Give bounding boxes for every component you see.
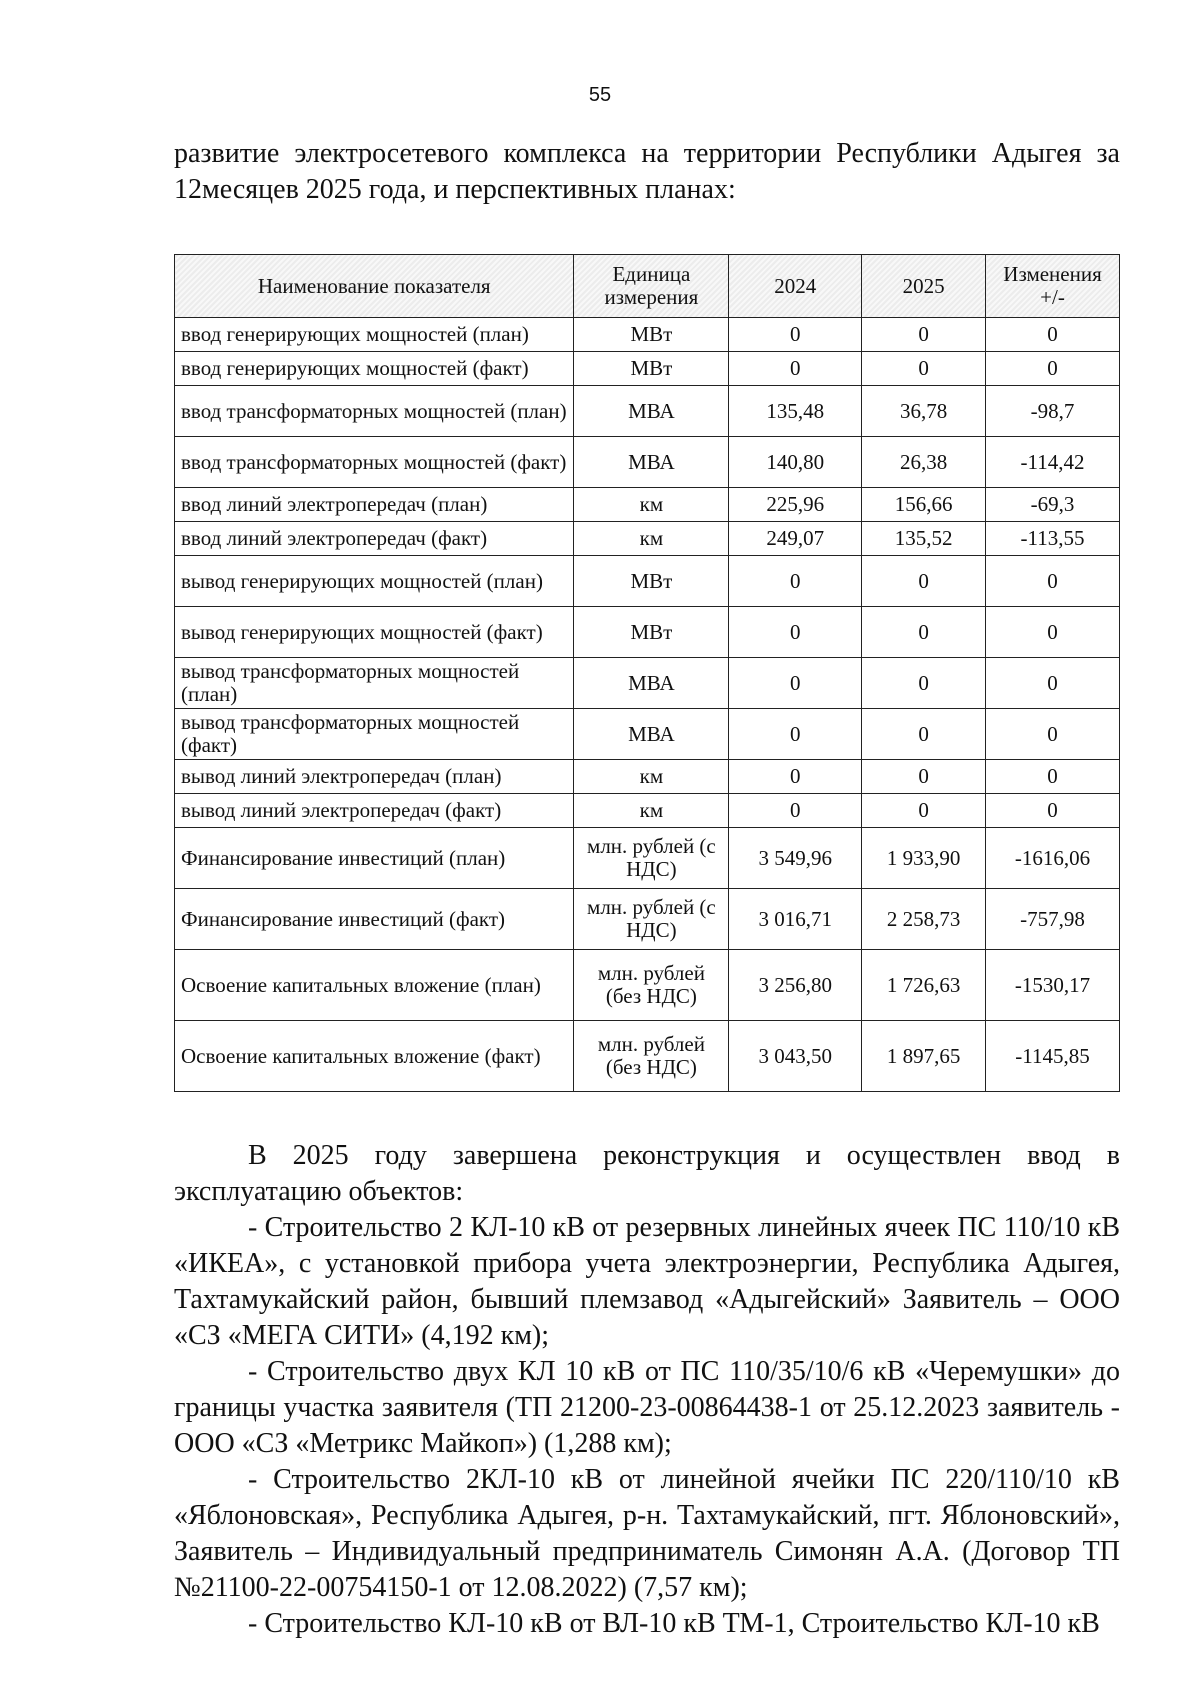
- list-item: - Строительство КЛ-10 кВ от ВЛ-10 кВ ТМ-1, Строительство КЛ-10 кВ: [248, 1608, 1100, 1639]
- cell-unit: млн. рублей (без НДС): [574, 1021, 729, 1092]
- list-item: - Строительство двух КЛ 10 кВ от ПС 110/35/10/6 кВ «Черемушки» до границы участка заявителя (ТП 21200-23-00864438-1 от 25.12.2023 заявитель - ООО «СЗ «Метрикс Майкоп») (1,288 км);: [174, 1356, 1120, 1459]
- cell-2024: 0: [729, 794, 862, 828]
- cell-2025: 135,52: [862, 522, 986, 556]
- cell-2025: 0: [862, 794, 986, 828]
- cell-change: -757,98: [986, 889, 1120, 950]
- table-row: [175, 658, 1120, 709]
- cell-2024: 135,48: [729, 386, 862, 437]
- cell-indicator: ввод линий электропередач (факт): [175, 522, 574, 556]
- cell-change: -1616,06: [986, 828, 1120, 889]
- cell-unit: МВА: [574, 709, 729, 760]
- cell-2024: 225,96: [729, 488, 862, 522]
- table-row: [175, 556, 1120, 607]
- header-year-2024: 2024: [729, 255, 862, 318]
- cell-2024: 3 549,96: [729, 828, 862, 889]
- cell-2025: 0: [862, 607, 986, 658]
- cell-change: -69,3: [986, 488, 1120, 522]
- cell-indicator: вывод трансформаторных мощностей (план): [175, 658, 574, 709]
- cell-unit: МВА: [574, 658, 729, 709]
- cell-2024: 249,07: [729, 522, 862, 556]
- cell-2024: 0: [729, 556, 862, 607]
- cell-2025: 0: [862, 709, 986, 760]
- cell-change: 0: [986, 760, 1120, 794]
- table-row: [175, 950, 1120, 1021]
- cell-indicator: вывод трансформаторных мощностей (факт): [175, 709, 574, 760]
- cell-indicator: ввод генерирующих мощностей (факт): [175, 352, 574, 386]
- indicators-table: [174, 254, 1120, 1092]
- cell-unit: МВт: [574, 556, 729, 607]
- cell-unit: км: [574, 794, 729, 828]
- cell-indicator: Финансирование инвестиций (факт): [175, 889, 574, 950]
- cell-2025: 36,78: [862, 386, 986, 437]
- table-row: [175, 386, 1120, 437]
- cell-2025: 0: [862, 318, 986, 352]
- cell-unit: МВт: [574, 318, 729, 352]
- intro-paragraph: развитие электросетевого комплекса на территории Республики Адыгея за 12месяцев 2025 года, и перспективных планах:: [174, 138, 1120, 205]
- cell-indicator: Освоение капитальных вложение (факт): [175, 1021, 574, 1092]
- cell-2025: 0: [862, 760, 986, 794]
- cell-change: 0: [986, 607, 1120, 658]
- cell-unit: км: [574, 522, 729, 556]
- cell-2024: 3 016,71: [729, 889, 862, 950]
- cell-2025: 0: [862, 352, 986, 386]
- header-unit: Единица измерения: [574, 255, 729, 318]
- cell-2024: 0: [729, 709, 862, 760]
- cell-2024: 0: [729, 760, 862, 794]
- cell-unit: МВт: [574, 607, 729, 658]
- table-row: [175, 607, 1120, 658]
- cell-2025: 1 933,90: [862, 828, 986, 889]
- header-indicator-name: Наименование показателя: [175, 255, 574, 318]
- cell-2025: 156,66: [862, 488, 986, 522]
- cell-indicator: Освоение капитальных вложение (план): [175, 950, 574, 1021]
- cell-change: 0: [986, 352, 1120, 386]
- table-row: [175, 1021, 1120, 1092]
- body-text: [174, 1138, 1120, 1642]
- cell-2025: 1 897,65: [862, 1021, 986, 1092]
- table-row: [175, 352, 1120, 386]
- cell-2025: 2 258,73: [862, 889, 986, 950]
- cell-2024: 0: [729, 352, 862, 386]
- cell-2025: 26,38: [862, 437, 986, 488]
- cell-indicator: вывод генерирующих мощностей (факт): [175, 607, 574, 658]
- cell-change: 0: [986, 794, 1120, 828]
- cell-change: 0: [986, 709, 1120, 760]
- list-item: - Строительство 2 КЛ-10 кВ от резервных линейных ячеек ПС 110/10 кВ «ИКЕА», с установкой прибора учета электроэнергии, Республика Адыгея, Тахтамукайский район, бывший племзавод «Адыгейский» Заявитель – ООО «СЗ «МЕГА СИТИ» (4,192 км);: [174, 1212, 1120, 1351]
- table-row: [175, 522, 1120, 556]
- cell-2024: 0: [729, 318, 862, 352]
- table-row: [175, 318, 1120, 352]
- list-item: - Строительство 2КЛ-10 кВ от линейной ячейки ПС 220/110/10 кВ «Яблоновская», Республика Адыгея, р-н. Тахтамукайский, пгт. Яблоновский», Заявитель – Индивидуальный предприниматель Симонян А.А. (Договор ТП №21100-22-00754150-1 от 12.08.2022) (7,57 км);: [174, 1464, 1120, 1603]
- cell-unit: МВт: [574, 352, 729, 386]
- cell-2025: 0: [862, 658, 986, 709]
- table-row: [175, 889, 1120, 950]
- cell-indicator: ввод генерирующих мощностей (план): [175, 318, 574, 352]
- cell-indicator: ввод трансформаторных мощностей (план): [175, 386, 574, 437]
- cell-change: 0: [986, 318, 1120, 352]
- cell-unit: МВА: [574, 386, 729, 437]
- cell-indicator: вывод линий электропередач (факт): [175, 794, 574, 828]
- cell-change: 0: [986, 556, 1120, 607]
- table-row: [175, 488, 1120, 522]
- table-row: [175, 437, 1120, 488]
- cell-change: 0: [986, 658, 1120, 709]
- cell-2024: 0: [729, 658, 862, 709]
- cell-change: -113,55: [986, 522, 1120, 556]
- cell-indicator: ввод трансформаторных мощностей (факт): [175, 437, 574, 488]
- cell-unit: км: [574, 488, 729, 522]
- cell-2024: 140,80: [729, 437, 862, 488]
- cell-2025: 1 726,63: [862, 950, 986, 1021]
- cell-indicator: ввод линий электропередач (план): [175, 488, 574, 522]
- cell-change: -1530,17: [986, 950, 1120, 1021]
- header-year-2025: 2025: [862, 255, 986, 318]
- cell-2024: 3 043,50: [729, 1021, 862, 1092]
- cell-indicator: вывод генерирующих мощностей (план): [175, 556, 574, 607]
- lead-paragraph: В 2025 году завершена реконструкция и осуществлен ввод в эксплуатацию объектов:: [174, 1140, 1120, 1207]
- cell-unit: км: [574, 760, 729, 794]
- cell-unit: млн. рублей (без НДС): [574, 950, 729, 1021]
- cell-change: -114,42: [986, 437, 1120, 488]
- cell-2025: 0: [862, 556, 986, 607]
- table-row: [175, 828, 1120, 889]
- header-change: Изменения +/-: [986, 255, 1120, 318]
- page-number: 55: [588, 84, 612, 106]
- cell-unit: МВА: [574, 437, 729, 488]
- cell-2024: 3 256,80: [729, 950, 862, 1021]
- table-header-row: [175, 255, 1120, 318]
- cell-indicator: Финансирование инвестиций (план): [175, 828, 574, 889]
- table-row: [175, 794, 1120, 828]
- cell-unit: млн. рублей (с НДС): [574, 828, 729, 889]
- cell-2024: 0: [729, 607, 862, 658]
- cell-unit: млн. рублей (с НДС): [574, 889, 729, 950]
- table-row: [175, 760, 1120, 794]
- table-row: [175, 709, 1120, 760]
- cell-indicator: вывод линий электропередач (план): [175, 760, 574, 794]
- cell-change: -1145,85: [986, 1021, 1120, 1092]
- cell-change: -98,7: [986, 386, 1120, 437]
